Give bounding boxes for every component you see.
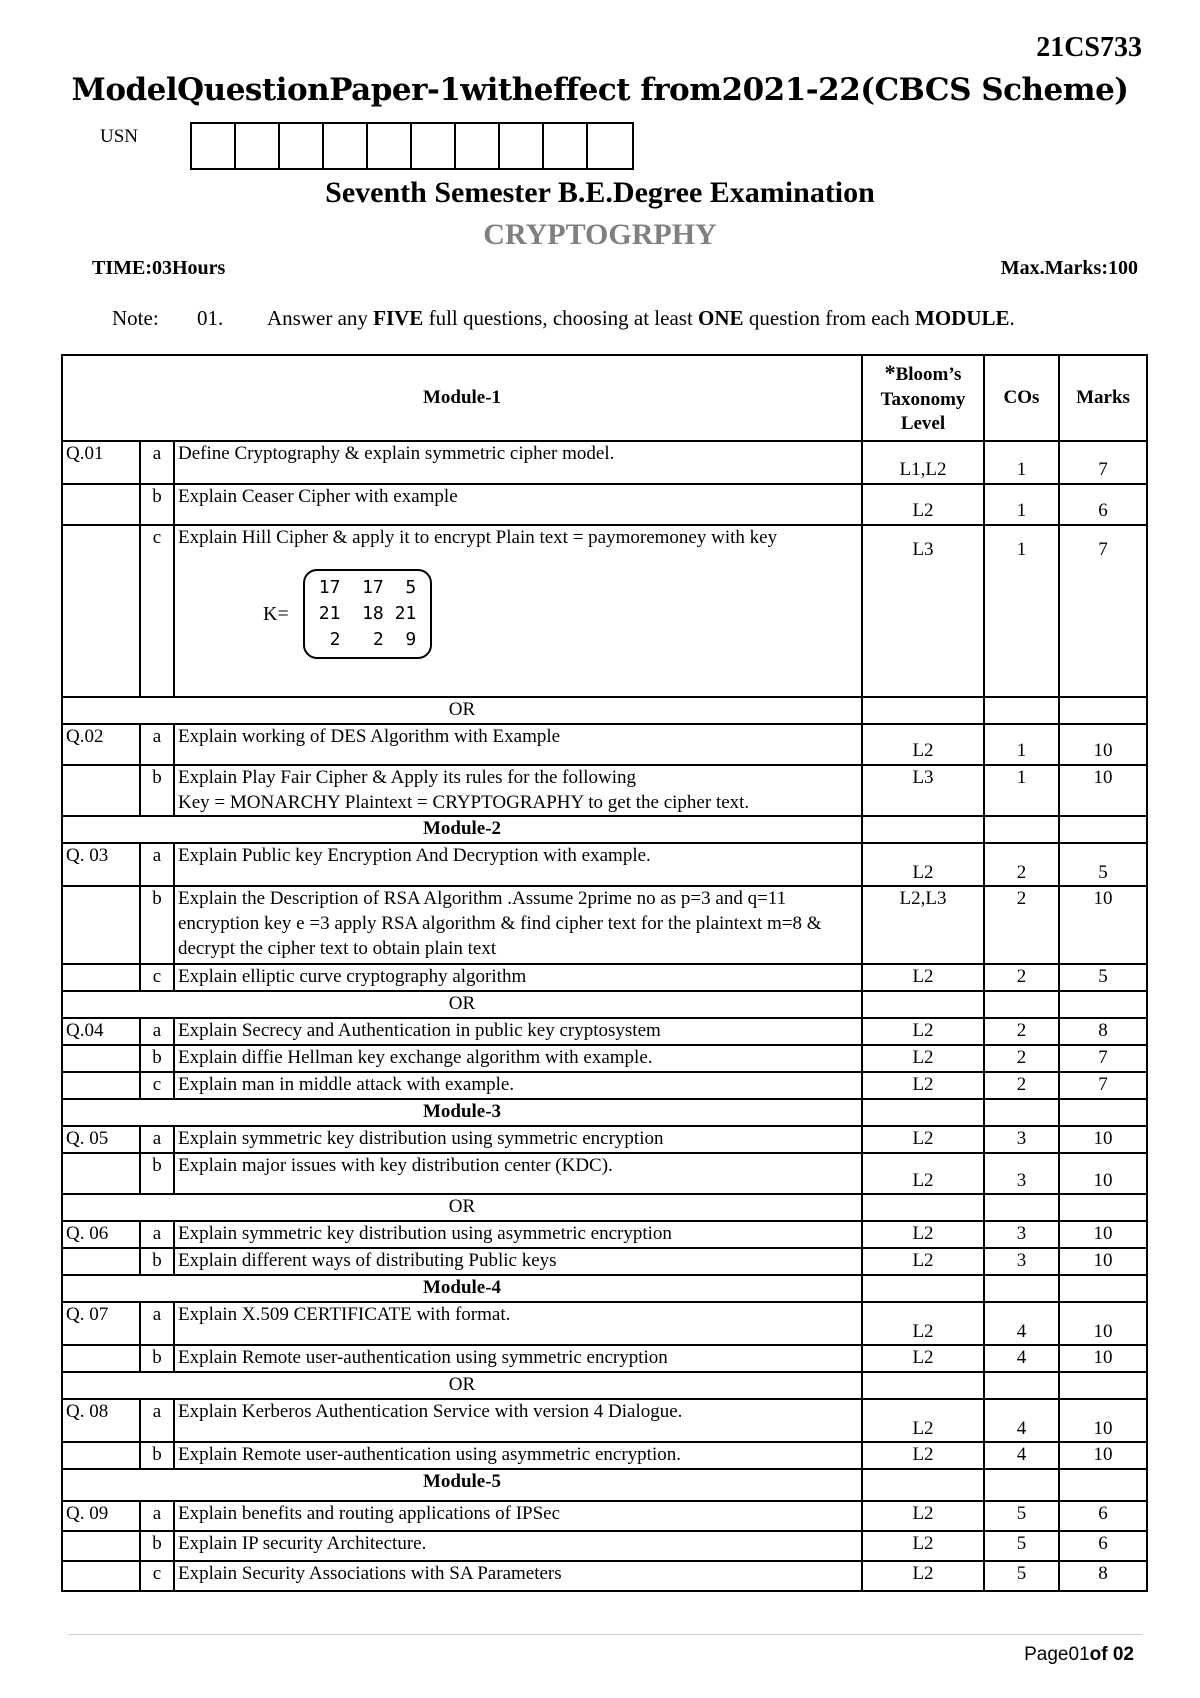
bloom-level: L2 bbox=[862, 1531, 984, 1561]
table-row bbox=[62, 1561, 1147, 1591]
table-row bbox=[62, 1345, 1147, 1372]
question-number: Q. 08 bbox=[62, 1399, 140, 1442]
note-bold: MODULE bbox=[915, 306, 1010, 330]
co-value: 1 bbox=[984, 441, 1059, 484]
bloom-level: L2 bbox=[862, 1072, 984, 1099]
bloom-level: L2 bbox=[862, 1045, 984, 1072]
table-row bbox=[62, 1531, 1147, 1561]
table-row bbox=[62, 1018, 1147, 1045]
question-text: Explain Kerberos Authentication Service with version 4 Dialogue. bbox=[174, 1399, 862, 1442]
note-text: . bbox=[1009, 306, 1015, 330]
empty-cell bbox=[984, 1469, 1059, 1501]
sub-label: b bbox=[140, 886, 174, 964]
sub-label: a bbox=[140, 1221, 174, 1248]
co-value: 5 bbox=[984, 1501, 1059, 1531]
usn-box[interactable] bbox=[412, 124, 456, 168]
table-row bbox=[62, 1221, 1147, 1248]
question-number: Q. 09 bbox=[62, 1501, 140, 1531]
sub-label: a bbox=[140, 1126, 174, 1153]
question-text: Explain different ways of distributing Public keys bbox=[174, 1248, 862, 1275]
table-row bbox=[62, 765, 1147, 816]
subject-code: 21CS733 bbox=[1036, 32, 1142, 63]
bloom-level: L2 bbox=[862, 1153, 984, 1194]
module-row bbox=[62, 1469, 1147, 1501]
note-bold: FIVE bbox=[373, 306, 424, 330]
question-number-empty bbox=[62, 886, 140, 964]
question-text: Explain X.509 CERTIFICATE with format. bbox=[174, 1302, 862, 1345]
question-number: Q.04 bbox=[62, 1018, 140, 1045]
usn-box[interactable] bbox=[368, 124, 412, 168]
question-text: Explain IP security Architecture. bbox=[174, 1531, 862, 1561]
bloom-level: L2 bbox=[862, 1345, 984, 1372]
empty-cell bbox=[862, 697, 984, 724]
bloom-level: L2 bbox=[862, 843, 984, 886]
empty-cell bbox=[984, 1194, 1059, 1221]
bloom-header bbox=[862, 355, 984, 441]
co-value: 2 bbox=[984, 886, 1059, 964]
question-text: Explain Ceaser Cipher with example bbox=[174, 484, 862, 525]
question-number-empty bbox=[62, 765, 140, 816]
co-value: 2 bbox=[984, 1018, 1059, 1045]
question-number: Q.01 bbox=[62, 441, 140, 484]
usn-label: USN bbox=[100, 126, 139, 147]
question-number: Q. 03 bbox=[62, 843, 140, 886]
usn-boxes[interactable] bbox=[190, 122, 634, 170]
marks-value: 10 bbox=[1059, 1248, 1147, 1275]
key-matrix bbox=[263, 569, 858, 659]
empty-cell bbox=[1059, 1099, 1147, 1126]
usn-box[interactable] bbox=[280, 124, 324, 168]
marks-value: 5 bbox=[1059, 843, 1147, 886]
question-number-empty bbox=[62, 1072, 140, 1099]
question-cell bbox=[174, 525, 862, 697]
marks-value: 10 bbox=[1059, 1345, 1147, 1372]
co-value: 3 bbox=[984, 1153, 1059, 1194]
empty-cell bbox=[984, 1099, 1059, 1126]
sub-label: b bbox=[140, 1153, 174, 1194]
empty-cell bbox=[984, 991, 1059, 1018]
sub-label: a bbox=[140, 1018, 174, 1045]
co-value: 4 bbox=[984, 1345, 1059, 1372]
co-value: 2 bbox=[984, 843, 1059, 886]
usn-box[interactable] bbox=[500, 124, 544, 168]
table-row bbox=[62, 1248, 1147, 1275]
or-row bbox=[62, 991, 1147, 1018]
empty-cell bbox=[984, 816, 1059, 843]
co-value: 4 bbox=[984, 1442, 1059, 1469]
sub-label: a bbox=[140, 843, 174, 886]
question-number-empty bbox=[62, 525, 140, 697]
module-heading: Module-3 bbox=[62, 1099, 862, 1126]
module-heading: Module-1 bbox=[62, 355, 862, 441]
question-number-empty bbox=[62, 1045, 140, 1072]
question-number-empty bbox=[62, 484, 140, 525]
table-row bbox=[62, 1399, 1147, 1442]
co-value: 1 bbox=[984, 484, 1059, 525]
question-table bbox=[61, 354, 1148, 1592]
usn-box[interactable] bbox=[588, 124, 632, 168]
marks-value: 10 bbox=[1059, 1221, 1147, 1248]
exam-title: Seventh Semester B.E.Degree Examination bbox=[325, 176, 875, 209]
empty-cell bbox=[862, 1099, 984, 1126]
sub-label: a bbox=[140, 441, 174, 484]
question-text: Explain Public key Encryption And Decryption with example. bbox=[174, 843, 862, 886]
marks-header: Marks bbox=[1059, 355, 1147, 441]
note-text: question from each bbox=[743, 306, 916, 330]
marks-value: 10 bbox=[1059, 1399, 1147, 1442]
question-number-empty bbox=[62, 964, 140, 991]
bloom-level: L2 bbox=[862, 1302, 984, 1345]
sub-label: b bbox=[140, 1045, 174, 1072]
question-text: Explain Remote user-authentication using asymmetric encryption. bbox=[174, 1442, 862, 1469]
time-label: TIME:03Hours bbox=[92, 257, 226, 279]
co-value: 4 bbox=[984, 1302, 1059, 1345]
empty-cell bbox=[862, 1194, 984, 1221]
bloom-level: L2 bbox=[862, 1399, 984, 1442]
note-bold: ONE bbox=[698, 306, 744, 330]
module-heading: Module-5 bbox=[62, 1469, 862, 1501]
note-text: full questions, choosing at least bbox=[423, 306, 699, 330]
sub-label: a bbox=[140, 1399, 174, 1442]
sub-label: b bbox=[140, 484, 174, 525]
question-text: Explain Play Fair Cipher & Apply its rules for the following bbox=[178, 767, 637, 788]
or-label: OR bbox=[62, 697, 862, 724]
co-value: 3 bbox=[984, 1126, 1059, 1153]
question-text: Explain working of DES Algorithm with Example bbox=[174, 724, 862, 765]
sub-label: c bbox=[140, 964, 174, 991]
table-row bbox=[62, 1045, 1147, 1072]
matrix-values bbox=[303, 569, 433, 659]
question-number: Q. 07 bbox=[62, 1302, 140, 1345]
marks-value: 7 bbox=[1059, 441, 1147, 484]
module-row bbox=[62, 1099, 1147, 1126]
table-row bbox=[62, 1126, 1147, 1153]
note-text: Answer any bbox=[267, 306, 374, 330]
co-value: 2 bbox=[984, 1045, 1059, 1072]
question-text: Explain Remote user-authentication using symmetric encryption bbox=[174, 1345, 862, 1372]
marks-value: 10 bbox=[1059, 1442, 1147, 1469]
usn-box[interactable] bbox=[544, 124, 588, 168]
marks-value: 8 bbox=[1059, 1561, 1147, 1591]
bloom-level: L2 bbox=[862, 1221, 984, 1248]
table-row bbox=[62, 1501, 1147, 1531]
bloom-level: L2,L3 bbox=[862, 886, 984, 964]
table-row bbox=[62, 886, 1147, 964]
bloom-level: L2 bbox=[862, 1018, 984, 1045]
page-current: Page01 bbox=[1024, 1644, 1090, 1665]
marks-value: 5 bbox=[1059, 964, 1147, 991]
bloom-level: L2 bbox=[862, 1442, 984, 1469]
bloom-level: L2 bbox=[862, 1248, 984, 1275]
max-marks-label: Max.Marks:100 bbox=[1000, 257, 1138, 279]
marks-value: 10 bbox=[1059, 1302, 1147, 1345]
co-value: 1 bbox=[984, 724, 1059, 765]
co-value: 2 bbox=[984, 964, 1059, 991]
empty-cell bbox=[1059, 1275, 1147, 1302]
marks-value: 10 bbox=[1059, 1153, 1147, 1194]
usn-box[interactable] bbox=[192, 124, 236, 168]
table-row bbox=[62, 724, 1147, 765]
or-label: OR bbox=[62, 1372, 862, 1399]
usn-box[interactable] bbox=[324, 124, 368, 168]
question-text: Explain Security Associations with SA Parameters bbox=[174, 1561, 862, 1591]
page-number bbox=[1024, 1644, 1134, 1666]
question-text: Explain Secrecy and Authentication in public key cryptosystem bbox=[174, 1018, 862, 1045]
question-text: Explain diffie Hellman key exchange algorithm with example. bbox=[174, 1045, 862, 1072]
co-value: 1 bbox=[984, 525, 1059, 697]
co-value: 1 bbox=[984, 765, 1059, 816]
or-label: OR bbox=[62, 991, 862, 1018]
usn-box[interactable] bbox=[456, 124, 500, 168]
table-row bbox=[62, 1302, 1147, 1345]
bloom-level: L2 bbox=[862, 964, 984, 991]
marks-value: 10 bbox=[1059, 765, 1147, 816]
bloom-level: L2 bbox=[862, 1126, 984, 1153]
co-value: 4 bbox=[984, 1399, 1059, 1442]
question-number-empty bbox=[62, 1345, 140, 1372]
question-text: Explain symmetric key distribution using asymmetric encryption bbox=[174, 1221, 862, 1248]
co-value: 2 bbox=[984, 1072, 1059, 1099]
empty-cell bbox=[1059, 816, 1147, 843]
sub-label: b bbox=[140, 1248, 174, 1275]
empty-cell bbox=[984, 1275, 1059, 1302]
bloom-level: L2 bbox=[862, 1561, 984, 1591]
empty-cell bbox=[862, 1469, 984, 1501]
sub-label: c bbox=[140, 1561, 174, 1591]
marks-value: 6 bbox=[1059, 1531, 1147, 1561]
bloom-level: L3 bbox=[862, 765, 984, 816]
sub-label: b bbox=[140, 765, 174, 816]
instruction-note bbox=[112, 306, 1015, 331]
question-number-empty bbox=[62, 1442, 140, 1469]
table-row bbox=[62, 964, 1147, 991]
page-total: of 02 bbox=[1089, 1644, 1134, 1665]
empty-cell bbox=[1059, 1372, 1147, 1399]
empty-cell bbox=[1059, 991, 1147, 1018]
co-value: 3 bbox=[984, 1221, 1059, 1248]
cos-header: COs bbox=[984, 355, 1059, 441]
marks-value: 10 bbox=[1059, 1126, 1147, 1153]
or-row bbox=[62, 1372, 1147, 1399]
question-number-empty bbox=[62, 1153, 140, 1194]
marks-value: 7 bbox=[1059, 1045, 1147, 1072]
co-value: 5 bbox=[984, 1531, 1059, 1561]
marks-value: 7 bbox=[1059, 525, 1147, 697]
empty-cell bbox=[984, 1372, 1059, 1399]
question-text: Explain symmetric key distribution using symmetric encryption bbox=[174, 1126, 862, 1153]
table-row bbox=[62, 525, 1147, 697]
question-text: Explain major issues with key distribution center (KDC). bbox=[174, 1153, 862, 1194]
table-row bbox=[62, 1153, 1147, 1194]
module-row bbox=[62, 816, 1147, 843]
sub-label: a bbox=[140, 1302, 174, 1345]
question-text: Explain man in middle attack with example. bbox=[174, 1072, 862, 1099]
marks-value: 6 bbox=[1059, 1501, 1147, 1531]
matrix-row: 2 2 9 bbox=[318, 628, 417, 650]
empty-cell bbox=[862, 1275, 984, 1302]
empty-cell bbox=[1059, 1469, 1147, 1501]
bloom-star: * bbox=[884, 359, 896, 385]
footer-divider bbox=[68, 1634, 1142, 1635]
module-row bbox=[62, 1275, 1147, 1302]
co-value: 3 bbox=[984, 1248, 1059, 1275]
question-text: Explain the Description of RSA Algorithm .Assume 2prime no as p=3 and q=11 encryption key e =3 apply RSA algorithm & find cipher text for the plaintext m=8 & decrypt the cipher text to obtain plain text bbox=[174, 886, 862, 964]
bloom-level: L2 bbox=[862, 484, 984, 525]
marks-value: 6 bbox=[1059, 484, 1147, 525]
question-number-empty bbox=[62, 1248, 140, 1275]
question-number-empty bbox=[62, 1531, 140, 1561]
table-row bbox=[62, 484, 1147, 525]
bloom-level: L3 bbox=[862, 525, 984, 697]
sub-label: b bbox=[140, 1345, 174, 1372]
sub-label: a bbox=[140, 724, 174, 765]
empty-cell bbox=[862, 991, 984, 1018]
question-text: Explain elliptic curve cryptography algorithm bbox=[174, 964, 862, 991]
usn-box[interactable] bbox=[236, 124, 280, 168]
question-text: Explain benefits and routing applications of IPSec bbox=[174, 1501, 862, 1531]
note-number: 01. bbox=[197, 306, 224, 330]
or-row bbox=[62, 697, 1147, 724]
subject-name: CRYPTOGRPHY bbox=[483, 218, 717, 251]
question-text: Define Cryptography & explain symmetric cipher model. bbox=[174, 441, 862, 484]
question-number-empty bbox=[62, 1561, 140, 1591]
sub-label: b bbox=[140, 1531, 174, 1561]
empty-cell bbox=[862, 1372, 984, 1399]
sub-label: b bbox=[140, 1442, 174, 1469]
marks-value: 7 bbox=[1059, 1072, 1147, 1099]
table-row bbox=[62, 1072, 1147, 1099]
sub-label: c bbox=[140, 525, 174, 697]
table-row bbox=[62, 1442, 1147, 1469]
marks-value: 8 bbox=[1059, 1018, 1147, 1045]
question-text: Explain Hill Cipher & apply it to encrypt Plain text = paymoremoney with key bbox=[178, 527, 778, 548]
or-label: OR bbox=[62, 1194, 862, 1221]
co-value: 5 bbox=[984, 1561, 1059, 1591]
matrix-row: 21 18 21 bbox=[318, 602, 417, 624]
table-row bbox=[62, 843, 1147, 886]
matrix-label: K= bbox=[263, 602, 289, 625]
question-cell bbox=[174, 765, 862, 816]
question-number: Q. 06 bbox=[62, 1221, 140, 1248]
sub-label: a bbox=[140, 1501, 174, 1531]
or-row bbox=[62, 1194, 1147, 1221]
marks-value: 10 bbox=[1059, 886, 1147, 964]
marks-value: 10 bbox=[1059, 724, 1147, 765]
empty-cell bbox=[1059, 1194, 1147, 1221]
question-number: Q. 05 bbox=[62, 1126, 140, 1153]
bloom-level: L2 bbox=[862, 1501, 984, 1531]
question-number: Q.02 bbox=[62, 724, 140, 765]
question-text: Key = MONARCHY Plaintext = CRYPTOGRAPHY to get the cipher text. bbox=[178, 791, 750, 813]
table-header-row bbox=[62, 355, 1147, 441]
sub-label: c bbox=[140, 1072, 174, 1099]
module-heading: Module-4 bbox=[62, 1275, 862, 1302]
table-row bbox=[62, 441, 1147, 484]
paper-title: ModelQuestionPaper-1witheffect from2021-22(CBCS Scheme) bbox=[71, 72, 1129, 108]
bloom-level: L2 bbox=[862, 724, 984, 765]
empty-cell bbox=[1059, 697, 1147, 724]
bloom-level: L1,L2 bbox=[862, 441, 984, 484]
empty-cell bbox=[862, 816, 984, 843]
note-label: Note: bbox=[112, 306, 159, 330]
empty-cell bbox=[984, 697, 1059, 724]
module-heading: Module-2 bbox=[62, 816, 862, 843]
matrix-row: 17 17 5 bbox=[318, 576, 417, 598]
bloom-label: Bloom’s Taxonomy Level bbox=[880, 363, 966, 435]
